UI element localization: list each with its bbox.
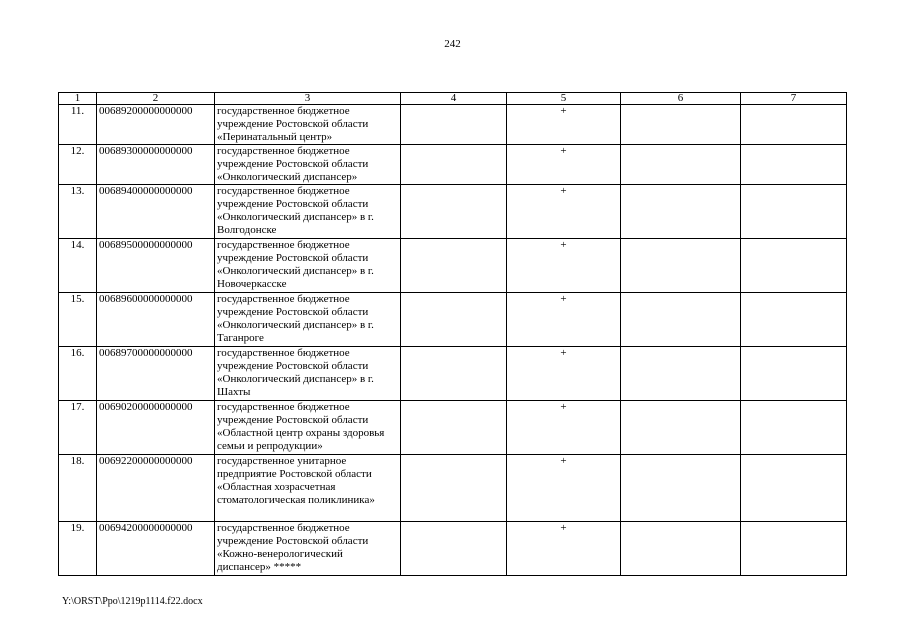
row-number: 12. <box>59 145 97 185</box>
row-name: государственное бюджетное учреждение Ростовской области «Онкологический диспансер» <box>215 145 401 185</box>
row-name: государственное бюджетное учреждение Ростовской области «Областной центр охраны здоровья семьи и репродукции» <box>215 401 401 455</box>
row-cell-4 <box>401 145 507 185</box>
row-cell-4 <box>401 455 507 522</box>
row-cell-4 <box>401 522 507 576</box>
row-code: 00689600000000000 <box>97 293 215 347</box>
footer-file-path: Y:\ORST\Ppo\1219p1114.f22.docx <box>62 596 203 607</box>
row-code: 00689200000000000 <box>97 105 215 145</box>
row-name: государственное бюджетное учреждение Ростовской области «Онкологический диспансер» в г. Таганроге <box>215 293 401 347</box>
table-row <box>59 347 847 401</box>
row-cell-4 <box>401 401 507 455</box>
row-number: 17. <box>59 401 97 455</box>
row-number: 18. <box>59 455 97 522</box>
row-code: 00689300000000000 <box>97 145 215 185</box>
row-number: 13. <box>59 185 97 239</box>
row-code: 00689700000000000 <box>97 347 215 401</box>
row-name: государственное унитарное предприятие Ростовской области «Областная хозрасчетная стоматологическая поликлиника» <box>215 455 401 522</box>
row-name: государственное бюджетное учреждение Ростовской области «Онкологический диспансер» в г. Волгодонске <box>215 185 401 239</box>
table-header-row <box>59 93 847 105</box>
row-name: государственное бюджетное учреждение Ростовской области «Кожно-венерологический диспансер» ***** <box>215 522 401 576</box>
row-number: 11. <box>59 105 97 145</box>
row-code: 00689500000000000 <box>97 239 215 293</box>
column-header: 2 <box>97 93 215 105</box>
column-header: 6 <box>621 93 741 105</box>
table-row <box>59 185 847 239</box>
row-cell-7 <box>741 239 847 293</box>
column-header: 4 <box>401 93 507 105</box>
row-cell-5: + <box>507 105 621 145</box>
row-cell-7 <box>741 145 847 185</box>
row-cell-5: + <box>507 347 621 401</box>
column-header: 7 <box>741 93 847 105</box>
row-cell-7 <box>741 401 847 455</box>
table-row <box>59 145 847 185</box>
row-name: государственное бюджетное учреждение Ростовской области «Перинатальный центр» <box>215 105 401 145</box>
row-code: 00694200000000000 <box>97 522 215 576</box>
row-number: 19. <box>59 522 97 576</box>
row-cell-5: + <box>507 293 621 347</box>
row-cell-6 <box>621 401 741 455</box>
row-cell-5: + <box>507 522 621 576</box>
table-row <box>59 293 847 347</box>
row-number: 14. <box>59 239 97 293</box>
row-cell-6 <box>621 347 741 401</box>
row-cell-6 <box>621 239 741 293</box>
row-cell-7 <box>741 293 847 347</box>
row-cell-5: + <box>507 145 621 185</box>
row-number: 16. <box>59 347 97 401</box>
row-cell-4 <box>401 293 507 347</box>
row-cell-4 <box>401 105 507 145</box>
row-name: государственное бюджетное учреждение Ростовской области «Онкологический диспансер» в г. Новочеркасске <box>215 239 401 293</box>
row-cell-5: + <box>507 401 621 455</box>
row-cell-6 <box>621 455 741 522</box>
table-row <box>59 401 847 455</box>
row-code: 00692200000000000 <box>97 455 215 522</box>
row-cell-7 <box>741 185 847 239</box>
row-cell-6 <box>621 522 741 576</box>
row-cell-7 <box>741 347 847 401</box>
row-code: 00689400000000000 <box>97 185 215 239</box>
row-cell-5: + <box>507 455 621 522</box>
table-row <box>59 455 847 522</box>
row-cell-6 <box>621 185 741 239</box>
row-cell-6 <box>621 105 741 145</box>
table-row <box>59 522 847 576</box>
row-cell-7 <box>741 105 847 145</box>
table-row <box>59 239 847 293</box>
row-cell-6 <box>621 293 741 347</box>
column-header: 5 <box>507 93 621 105</box>
table-row <box>59 105 847 145</box>
row-cell-5: + <box>507 239 621 293</box>
row-name: государственное бюджетное учреждение Ростовской области «Онкологический диспансер» в г. Шахты <box>215 347 401 401</box>
row-cell-5: + <box>507 185 621 239</box>
row-cell-7 <box>741 455 847 522</box>
page-number: 242 <box>444 38 461 50</box>
row-cell-4 <box>401 347 507 401</box>
row-cell-4 <box>401 239 507 293</box>
column-header: 3 <box>215 93 401 105</box>
row-cell-4 <box>401 185 507 239</box>
row-cell-7 <box>741 522 847 576</box>
column-header: 1 <box>59 93 97 105</box>
registry-table <box>58 92 847 576</box>
row-cell-6 <box>621 145 741 185</box>
row-number: 15. <box>59 293 97 347</box>
row-code: 00690200000000000 <box>97 401 215 455</box>
